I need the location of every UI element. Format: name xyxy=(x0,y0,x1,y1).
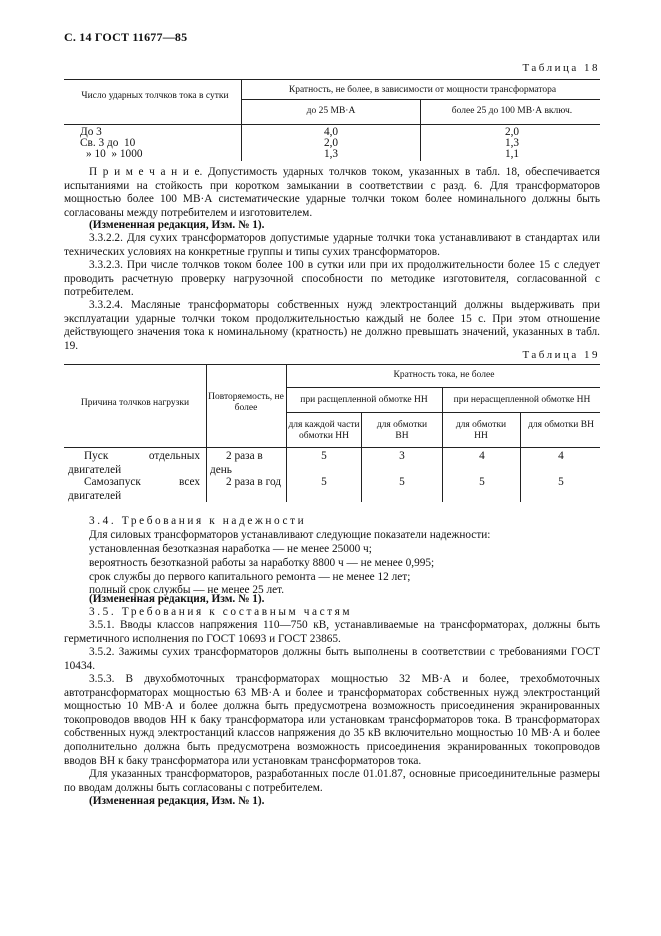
table19-cell: 5 xyxy=(558,476,564,488)
reliability-line: полный срок службы — не менее 25 лет. xyxy=(89,584,285,596)
section-3-4-title: 3.4. Требования к надежности xyxy=(89,515,307,527)
table18-top-rule xyxy=(64,79,600,80)
paragraph-3-5-3: 3.5.3. В двухобмоточных трансформаторах мощностью 32 МВ·А и более, трехобмоточных автотрансформаторах мощностью 63 МВ·А и более и трансформаторах собственных нужд электростанций мощностью 10 МВ·А и более должна быть предусмотрена возможность присоединения экранированных токопроводов вводов НН к баку трансформатора или установкам трансформаторов тока. В трансформаторах собственных нужд электростанций классов напряжения до 35 кВ включительно мощностью 10 МВ·А и более дополнительно должна быть предусмотрена возможность присоединения экранированных токопроводов вводов ВН к баку трансформатора или установкам трансформаторов тока. xyxy=(64,673,600,767)
table19-col2-head: Повторяемость, не более xyxy=(208,392,284,413)
table18-cell: 4,0 xyxy=(323,126,339,138)
table18-cell: 1,1 xyxy=(504,148,520,160)
table18-row-label: » 10 » 1000 xyxy=(86,148,143,160)
table19-subgroup-1: при расщепленной обмотке НН xyxy=(300,395,428,405)
table19-row-rep: 2 раза в год xyxy=(226,476,282,488)
table19-subhead: для обмотки ВН xyxy=(376,420,428,441)
table18-sub-head-2: более 25 до 100 МВ·А включ. xyxy=(451,106,573,116)
table18-row-label: Св. 3 до 10 xyxy=(80,137,136,149)
table19-subhead: для каждой части обмотки НН xyxy=(288,420,360,441)
table18-note: П р и м е ч а н и е. Допустимость ударных толчков током, указанных в табл. 18, обеспечивается испытаниями на стойкость при коротком замыкании в соответствии с разд. 6. Для трансформаторов мощностью более 100 МВ·А систематические ударные толчки током более номинального должны быть согласованы между потребителем и изготовителем. xyxy=(64,166,600,219)
table19-cell: 4 xyxy=(479,450,485,462)
table19-top-rule xyxy=(64,364,600,365)
table19-group-rule xyxy=(286,387,600,388)
page-header: С. 14 ГОСТ 11677—85 xyxy=(64,30,188,44)
table19-subhead: для обмотки НН xyxy=(455,420,507,441)
reliability-line: установленная безотказная наработка — не менее 25000 ч; xyxy=(89,543,372,555)
table19-cell: 5 xyxy=(399,476,405,488)
edit-note: (Измененная редакция, Изм. № 1). xyxy=(89,219,265,231)
paragraph-3-3-2-3: 3.3.2.3. При числе толчков током более 100 в сутки или при их продолжительности более 15 с следует проводить расчетную проверку нагрузочной способности по методике изготовителя, согласованной с потребителем. xyxy=(64,259,600,299)
section-3-5-title: 3.5. Требования к составным частям xyxy=(89,606,353,618)
table18-col-rule-1 xyxy=(241,79,242,161)
table19-col1-head: Причина толчков нагрузки xyxy=(80,398,190,408)
table19-row-cause: Пуск отдельных двигателей xyxy=(68,450,200,476)
paragraph-3-5-4: Для указанных трансформаторов, разработанных после 01.01.87, основные присоединительные размеры по вводам должны быть согласованы с потребителем. xyxy=(64,768,600,794)
table18-caption: Таблица 18 xyxy=(522,62,600,74)
table18-row-label: До 3 xyxy=(80,126,102,138)
edit-note: (Измененная редакция, Изм. № 1). xyxy=(89,593,265,605)
table19-col-rule xyxy=(286,364,287,502)
table19-cell: 3 xyxy=(399,450,405,462)
table19-col-rule xyxy=(442,387,443,502)
table19-cell: 5 xyxy=(321,450,327,462)
table18-cell: 1,3 xyxy=(323,148,339,160)
table19-subgroup-rule xyxy=(286,412,600,413)
paragraph-3-5-1: 3.5.1. Вводы классов напряжения 110—750 кВ, устанавливаемые на трансформаторах, должны быть герметичного исполнения по ГОСТ 10693 и ГОСТ 23865. xyxy=(64,619,600,645)
table19-col-rule xyxy=(520,412,521,502)
table18-cell: 2,0 xyxy=(504,126,520,138)
paragraph-3-3-2-2: 3.3.2.2. Для сухих трансформаторов допустимые ударные толчки тока устанавливают в стандартах или технических условиях на конкретные группы и типы сухих трансформаторов. xyxy=(64,232,600,258)
table19-cell: 5 xyxy=(479,476,485,488)
table18-group-head: Кратность, не более, в зависимости от мощности трансформатора xyxy=(288,85,557,95)
table19-subhead: для обмотки ВН xyxy=(528,420,594,430)
table18-cell: 2,0 xyxy=(323,137,339,149)
reliability-line: Для силовых трансформаторов устанавливают следующие показатели надежности: xyxy=(89,529,491,541)
table19-caption: Таблица 19 xyxy=(522,349,600,361)
table19-row-rep: 2 раза в день xyxy=(210,450,263,476)
table19-row-cause: Самозапуск всех двигателей xyxy=(68,476,200,502)
table18-col-head: Число ударных толчков тока в сутки xyxy=(81,91,229,101)
table19-cell: 4 xyxy=(558,450,564,462)
edit-note: (Измененная редакция, Изм. № 1). xyxy=(89,795,265,807)
table19-col-rule xyxy=(206,364,207,502)
reliability-line: вероятность безотказной работы за наработку 8800 ч — не менее 0,995; xyxy=(89,557,435,569)
table18-sub-head-1: до 25 МВ·А xyxy=(306,106,356,116)
paragraph-3-3-2-4: 3.3.2.4. Масляные трансформаторы собственных нужд электростанций должны выдерживать при эксплуатации ударные толчки током продолжительностью каждый не более 15 с. При этом отношение действующего значения тока к номинальному (кратность) не должно превышать значений, указанных в табл. 19. xyxy=(64,299,600,352)
table19-cell: 5 xyxy=(321,476,327,488)
table18-col-rule-2 xyxy=(420,99,421,161)
reliability-line: срок службы до первого капитального ремонта — не менее 12 лет; xyxy=(89,571,411,583)
table19-subgroup-2: при нерасщепленной обмотке НН xyxy=(453,395,591,405)
table18-cell: 1,3 xyxy=(504,137,520,149)
paragraph-3-5-2: 3.5.2. Зажимы сухих трансформаторов должны быть выполнены в соответствии с требованиями ГОСТ 10434. xyxy=(64,646,600,672)
table19-group-head: Кратность тока, не более xyxy=(393,370,495,380)
table18-head-rule xyxy=(64,124,600,125)
